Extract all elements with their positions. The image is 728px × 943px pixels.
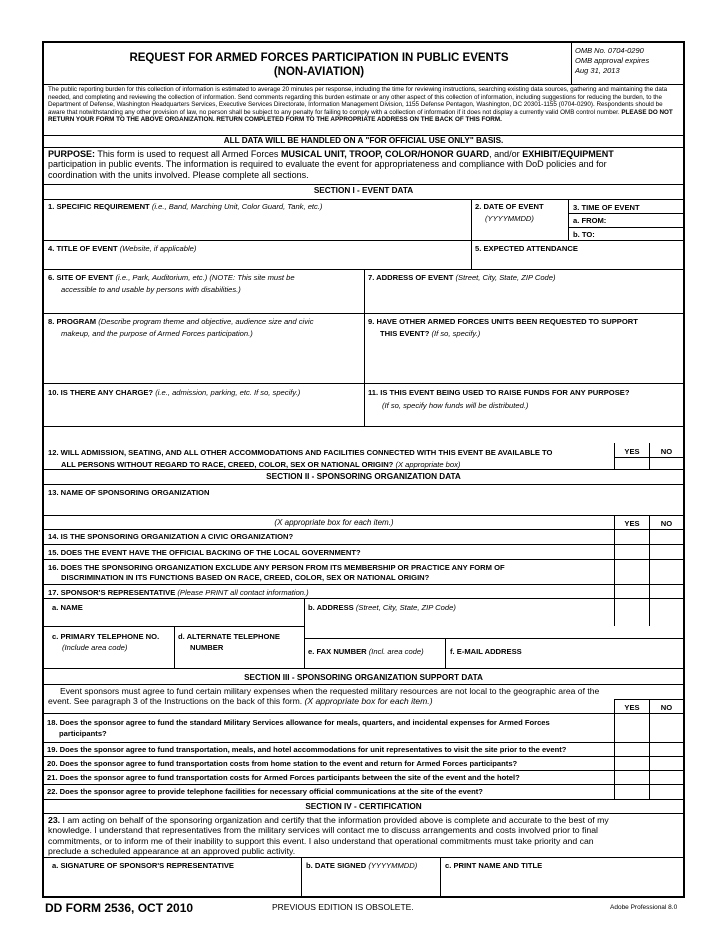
primary-phone-field[interactable] bbox=[44, 627, 174, 668]
section-4-title: SECTION IV - CERTIFICATION bbox=[305, 802, 422, 811]
q19-yes-checkbox[interactable] bbox=[615, 743, 649, 756]
question-19: 19. Does the sponsor agree to fund transportation, meals, and hotel accommodations for unit representatives to visit the site prior to the event? bbox=[47, 745, 567, 754]
field-9-label: 9. HAVE OTHER ARMED FORCES UNITS BEEN REQUESTED TO SUPPORT bbox=[368, 317, 638, 326]
print-name-field[interactable] bbox=[441, 858, 683, 898]
question-14: 14. IS THE SPONSORING ORGANIZATION A CIVIC ORGANIZATION? bbox=[48, 532, 294, 541]
q21-no-checkbox[interactable] bbox=[650, 771, 683, 784]
field-17c-hint: (Include area code) bbox=[62, 643, 128, 652]
section-3-yes-header: YES bbox=[624, 703, 640, 712]
burden-statement bbox=[48, 86, 681, 124]
question-21: 21. Does the sponsor agree to fund transportation costs for Armed Forces participants between the site of the event and the hotel? bbox=[47, 773, 520, 782]
software-note: Adobe Professional 8.0 bbox=[610, 904, 678, 911]
field-6-hint: accessible to and usable by persons with disabilities.) bbox=[61, 285, 241, 294]
time-from-label: a. FROM: bbox=[573, 216, 607, 225]
time-to-field[interactable] bbox=[569, 227, 683, 240]
return-instructions: PLEASE DO NOT RETURN YOUR FORM TO THE ABOVE ORGANIZATION. RETURN COMPLETED FORM TO THE APPROPRIATE ADDRESS ON THE BACK OF THIS FORM. bbox=[48, 108, 673, 123]
field-12-label-2: ALL PERSONS WITHOUT REGARD TO RACE, CREED, COLOR, SEX OR NATIONAL ORIGIN? (X appropriate box) bbox=[61, 460, 461, 469]
question-18-line2: participants? bbox=[59, 729, 107, 738]
question-22: 22. Does the sponsor agree to provide telephone facilities for necessary official communications at the site of the event? bbox=[47, 787, 483, 796]
section-3-intro: Event sponsors must agree to fund certain military expenses when the requested military resources are not local to the geographic area of the event. See paragraph 3 of the Instructions on the back of this form. (X appropriate box for each item.) bbox=[48, 686, 600, 707]
field-12-label: 12. WILL ADMISSION, SEATING, AND ALL OTHER ACCOMMODATIONS AND FACILITIES CONNECTED WITH THIS EVENT BE AVAILABLE TO bbox=[48, 448, 553, 457]
dd-form-2536 bbox=[42, 41, 685, 898]
q16-no-checkbox[interactable] bbox=[650, 560, 683, 584]
q12-yes-header: YES bbox=[624, 447, 640, 456]
purpose-statement: PURPOSE: This form is used to request all Armed Forces MUSICAL UNIT, TROOP, COLOR/HONOR GUARD, and/or EXHIBIT/EQUIPMENT participation in public events. The information is required to evaluate the event for appropriateness and compliance with DoD policies and for coordination with the units involved. Please complete all sections. bbox=[48, 149, 614, 180]
question-15: 15. DOES THE EVENT HAVE THE OFFICIAL BACKING OF THE LOCAL GOVERNMENT? bbox=[48, 548, 361, 557]
q18-no-checkbox[interactable] bbox=[650, 714, 683, 742]
q20-yes-checkbox[interactable] bbox=[615, 757, 649, 770]
fax-number-field[interactable] bbox=[305, 639, 445, 668]
alternate-phone-field[interactable] bbox=[175, 627, 304, 668]
field-9-label-2: THIS EVENT? (If so, specify.) bbox=[380, 329, 481, 338]
field-4-label: 4. TITLE OF EVENT (Website, if applicable) bbox=[48, 244, 197, 253]
question-20: 20. Does the sponsor agree to fund transportation costs from home station to the event and return for Armed Forces participants? bbox=[47, 759, 518, 768]
burden-text: The public reporting burden for this collection of information is estimated to average 20 minutes per response, including the time for reviewing instructions, searching existing data sources, gathering and maintaining the data needed, and completing and reviewing the collection of information. Send comments regarding this burden estimate or any other aspect of this collection of information, including suggestions for reducing the burden, to the Department of Defense, Washington Headquarters Services, Executive Services Directorate, Information Management Division, 1155 Defense Pentagon, Washington, DC 20301-1155 (0704-0290). Respondents should be aware that notwithstanding any other provision of law, no person shall be subject to any penalty for failing to comply with a collection of information if it does not display a currently valid OMB control number. bbox=[48, 86, 668, 116]
q14-yes-checkbox[interactable] bbox=[615, 530, 649, 544]
question-18: 18. Does the sponsor agree to fund the standard Military Services allowance for meals, quarters, and incidental expenses for Armed Forces bbox=[47, 718, 550, 727]
rep-address-field[interactable] bbox=[305, 598, 683, 638]
omb-approval: OMB approval expires bbox=[575, 56, 650, 65]
specific-requirement-field[interactable] bbox=[44, 199, 471, 240]
purpose-label: PURPOSE: bbox=[48, 149, 96, 159]
field-17a-label: a. NAME bbox=[52, 603, 83, 612]
signature-field[interactable] bbox=[44, 858, 301, 898]
field-17d-label: d. ALTERNATE TELEPHONE bbox=[178, 632, 280, 641]
any-charge-field[interactable] bbox=[44, 383, 364, 426]
form-title bbox=[64, 51, 574, 79]
official-use-banner: ALL DATA WILL BE HANDLED ON A "FOR OFFICIAL USE ONLY" BASIS. bbox=[223, 136, 504, 145]
q22-no-checkbox[interactable] bbox=[650, 785, 683, 799]
obsolete-notice: PREVIOUS EDITION IS OBSOLETE. bbox=[272, 902, 414, 912]
omb-info bbox=[575, 46, 649, 76]
title-of-event-field[interactable] bbox=[44, 240, 471, 269]
form-number: DD FORM 2536, OCT 2010 bbox=[45, 901, 194, 915]
question-16: 16. DOES THE SPONSORING ORGANIZATION EXCLUDE ANY PERSON FROM ITS MEMBERSHIP OR PRACTICE ANY FORM OF bbox=[48, 563, 505, 572]
rep-name-field[interactable] bbox=[44, 598, 304, 626]
field-8-label: 8. PROGRAM (Describe program theme and objective, audience size and civic bbox=[48, 317, 314, 326]
field-17c-label: c. PRIMARY TELEPHONE NO. bbox=[52, 632, 160, 641]
field-17e-label: e. FAX NUMBER (Incl. area code) bbox=[308, 647, 424, 656]
section-2-yes-header: YES bbox=[624, 519, 640, 528]
question-16-line2: DISCRIMINATION IN ITS FUNCTIONS BASED ON RACE, CREED, COLOR, SEX OR NATIONAL ORIGIN? bbox=[61, 573, 430, 582]
field-8-hint: makeup, and the purpose of Armed Forces participation.) bbox=[61, 329, 253, 338]
field-2-hint: (YYYYMMDD) bbox=[485, 214, 534, 223]
field-2-label: 2. DATE OF EVENT bbox=[475, 202, 544, 211]
q20-no-checkbox[interactable] bbox=[650, 757, 683, 770]
date-signed-field[interactable] bbox=[302, 858, 440, 898]
field-11-hint: (If so, specify how funds will be distributed.) bbox=[382, 401, 529, 410]
q19-no-checkbox[interactable] bbox=[650, 743, 683, 756]
date-of-event-field[interactable] bbox=[472, 199, 568, 240]
section-2-x-hint: (X appropriate box for each item.) bbox=[274, 518, 394, 527]
q12-no-checkbox[interactable] bbox=[650, 458, 683, 469]
omb-expiration: Aug 31, 2013 bbox=[575, 66, 620, 75]
section-1-title: SECTION I - EVENT DATA bbox=[313, 186, 414, 195]
field-1-label: 1. SPECIFIC REQUIREMENT (i.e., Band, Marching Unit, Color Guard, Tank, etc.) bbox=[48, 202, 323, 211]
section-3-title: SECTION III - SPONSORING ORGANIZATION SUPPORT DATA bbox=[244, 673, 483, 682]
other-units-field[interactable] bbox=[365, 313, 683, 383]
date-signed-label: b. DATE SIGNED (YYYYMMDD) bbox=[306, 861, 418, 870]
field-11-label: 11. IS THIS EVENT BEING USED TO RAISE FUNDS FOR ANY PURPOSE? bbox=[368, 388, 630, 397]
q18-yes-checkbox[interactable] bbox=[615, 714, 649, 742]
q12-no-header: NO bbox=[660, 447, 673, 456]
print-name-label: c. PRINT NAME AND TITLE bbox=[445, 861, 543, 870]
field-17d-label-2: NUMBER bbox=[190, 643, 224, 652]
field-7-label: 7. ADDRESS OF EVENT (Street, City, State, ZIP Code) bbox=[368, 273, 556, 282]
field-10-label: 10. IS THERE ANY CHARGE? (i.e., admission, parking, etc. If so, specify.) bbox=[48, 388, 301, 397]
q21-yes-checkbox[interactable] bbox=[615, 771, 649, 784]
q15-no-checkbox[interactable] bbox=[650, 545, 683, 559]
q15-yes-checkbox[interactable] bbox=[615, 545, 649, 559]
form-title-line2: (NON-AVIATION) bbox=[273, 66, 365, 78]
expected-attendance-field[interactable] bbox=[472, 240, 683, 269]
program-field[interactable] bbox=[44, 313, 364, 383]
field-17-label: 17. SPONSOR'S REPRESENTATIVE (Please PRINT all contact information.) bbox=[48, 588, 309, 597]
section-2-title: SECTION II - SPONSORING ORGANIZATION DATA bbox=[266, 472, 461, 481]
sponsoring-org-name-field[interactable] bbox=[44, 484, 683, 515]
site-of-event-field[interactable] bbox=[44, 269, 364, 313]
field-3-label: 3. TIME OF EVENT bbox=[573, 203, 640, 212]
section-2-no-header: NO bbox=[660, 519, 673, 528]
q22-yes-checkbox[interactable] bbox=[615, 785, 649, 799]
section-3-no-header: NO bbox=[660, 703, 673, 712]
field-5-label: 5. EXPECTED ATTENDANCE bbox=[475, 244, 578, 253]
signature-label: a. SIGNATURE OF SPONSOR'S REPRESENTATIVE bbox=[52, 861, 234, 870]
form-title-line1: REQUEST FOR ARMED FORCES PARTICIPATION IN PUBLIC EVENTS bbox=[129, 52, 509, 64]
q16-yes-checkbox[interactable] bbox=[615, 560, 649, 584]
email-address-field[interactable] bbox=[446, 639, 683, 668]
time-from-field[interactable] bbox=[569, 213, 683, 227]
field-17b-label: b. ADDRESS (Street, City, State, ZIP Code) bbox=[308, 603, 456, 612]
q14-no-checkbox[interactable] bbox=[650, 530, 683, 544]
certification-statement: 23. I am acting on behalf of the sponsoring organization and certify that the information provided above is complete and accurate to the best of my knowledge. I understand that representatives from the military services will contact me to discuss arrangements and costs involved prior to final commitments, or to inform me of their inability to support this event. I also understand that operational commitments must take priority and can preclude a scheduled appearance at an approved public activity. bbox=[48, 815, 609, 857]
time-to-label: b. TO: bbox=[573, 230, 595, 239]
field-23-number: 23. bbox=[48, 815, 61, 825]
field-6-label: 6. SITE OF EVENT (i.e., Park, Auditorium, etc.) (NOTE: This site must be bbox=[48, 273, 295, 282]
raise-funds-field[interactable] bbox=[365, 383, 683, 426]
field-13-label: 13. NAME OF SPONSORING ORGANIZATION bbox=[48, 488, 210, 497]
omb-number: OMB No. 0704-0290 bbox=[575, 46, 644, 55]
field-17f-label: f. E-MAIL ADDRESS bbox=[450, 647, 522, 656]
address-of-event-field[interactable] bbox=[365, 269, 683, 313]
q12-yes-checkbox[interactable] bbox=[615, 458, 649, 469]
